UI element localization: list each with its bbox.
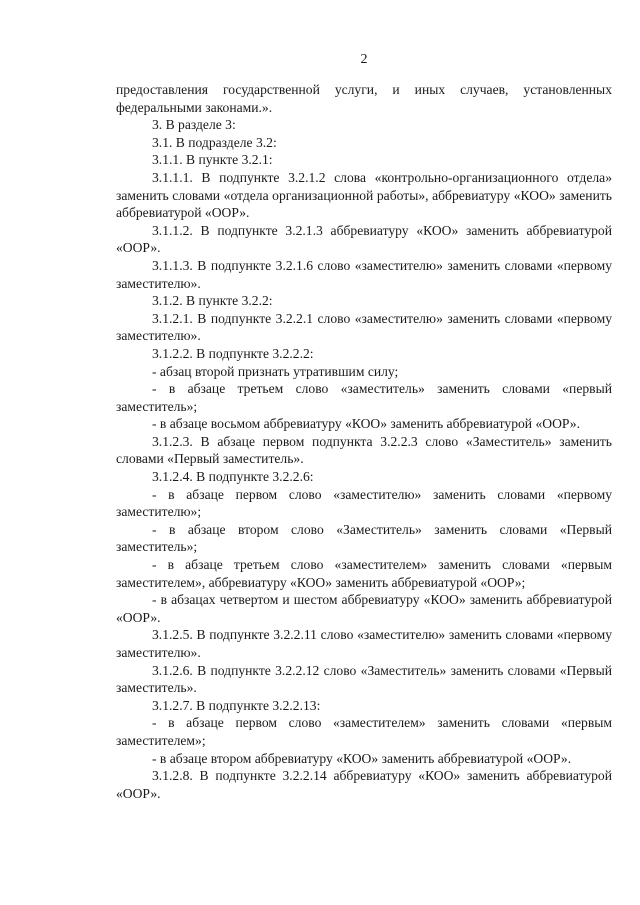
paragraph: 3.1.1.2. В подпункте 3.2.1.3 аббревиатуру «КОО» заменить аббревиатурой «ООР». xyxy=(116,222,612,256)
list-item: - в абзаце первом слово «заместителем» заменить словами «первым заместителем»; xyxy=(116,715,612,748)
paragraph: 3.1.2.4. В подпункте 3.2.2.6: xyxy=(152,469,314,485)
paragraph: 3.1.2.7. В подпункте 3.2.2.13: xyxy=(152,697,321,713)
list-item: - в абзаце первом слово «заместителю» заменить словами «первому заместителю»; xyxy=(116,486,612,520)
list-item: - в абзаце втором аббревиатуру «КОО» заменить аббревиатурой «ООР». xyxy=(152,750,572,766)
list-item: - в абзаце втором слово «Заместитель» заменить словами «Первый заместитель»; xyxy=(116,521,612,555)
list-item: - абзац второй признать утратившим силу; xyxy=(152,363,399,379)
paragraph: 3.1. В подразделе 3.2: xyxy=(152,134,277,150)
paragraph: 3.1.1. В пункте 3.2.1: xyxy=(152,152,273,168)
paragraph: 3.1.2.5. В подпункте 3.2.2.11 слово «заместителю» заменить словами «первому заместителю». xyxy=(116,627,612,660)
paragraph: 3.1.2.6. В подпункте 3.2.2.12 слово «Заместитель» заменить словами «Первый заместитель». xyxy=(116,662,612,696)
paragraph: 3.1.2.2. В подпункте 3.2.2.2: xyxy=(152,345,314,361)
paragraph: 3.1.2.8. В подпункте 3.2.2.14 аббревиатуру «КОО» заменить аббревиатурой «ООР». xyxy=(116,768,612,801)
paragraph: 3. В разделе 3: xyxy=(152,117,236,133)
paragraph: 3.1.2.1. В подпункте 3.2.2.1 слово «заместителю» заменить словами «первому заместителю». xyxy=(116,310,612,344)
paragraph: 3.1.2.3. В абзаце первом подпункта 3.2.2.3 слово «Заместитель» заменить словами «Первый заместитель». xyxy=(116,433,612,467)
paragraph: 3.1.1.3. В подпункте 3.2.1.6 слово «заместителю» заменить словами «первому заместителю». xyxy=(116,257,612,291)
list-item: - в абзацах четвертом и шестом аббревиатуру «КОО» заменить аббревиатурой «ООР». xyxy=(116,592,612,625)
paragraph: 3.1.2. В пункте 3.2.2: xyxy=(152,293,273,309)
document-body xyxy=(116,81,612,802)
list-item: - в абзаце третьем слово «заместителем» заменить словами «первым заместителем», аббревиатуру «КОО» заменить аббревиатурой «ООР»; xyxy=(116,557,612,590)
paragraph: 3.1.1.1. В подпункте 3.2.1.2 слова «контрольно-организационного отдела» заменить словами «отдела организационной работы», аббревиатуру «КОО» заменить аббревиатурой «ООР». xyxy=(116,169,612,221)
list-item: - в абзаце третьем слово «заместитель» заменить словами «первый заместитель»; xyxy=(116,381,612,414)
paragraph: предоставления государственной услуги, и иных случаев, установленных федеральными законами.». xyxy=(116,82,612,115)
list-item: - в абзаце восьмом аббревиатуру «КОО» заменить аббревиатурой «ООР». xyxy=(152,416,580,432)
page-number: 2 xyxy=(360,52,368,67)
